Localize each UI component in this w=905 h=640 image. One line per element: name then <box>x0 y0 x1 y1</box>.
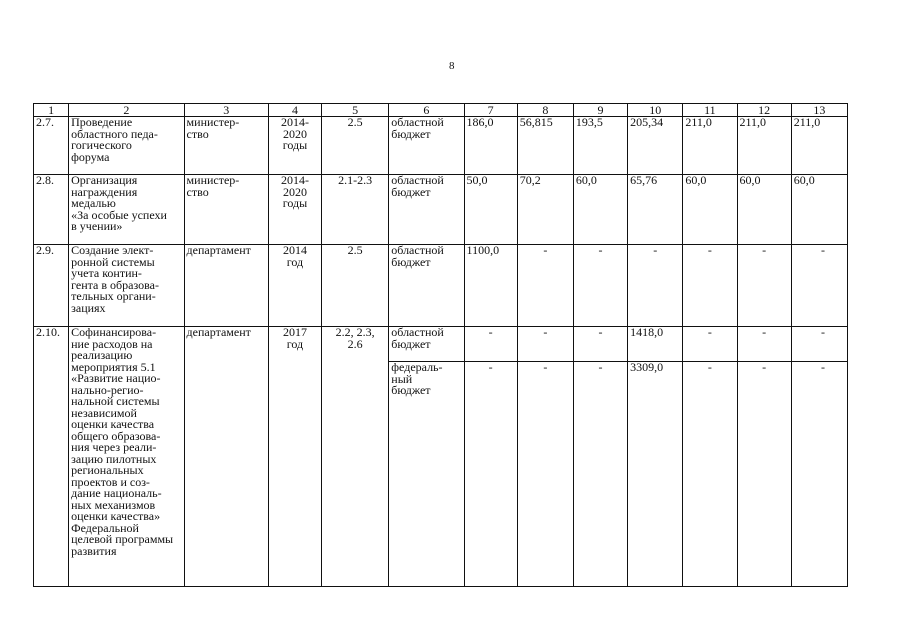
value-cell: - <box>464 362 517 587</box>
value-cell: - <box>517 362 573 587</box>
value-cell: - <box>791 245 847 327</box>
table-row <box>34 117 848 175</box>
value-cell: 1418,0 <box>628 327 683 362</box>
value-cell: 211,0 <box>737 117 791 175</box>
header-cell: 8 <box>517 104 573 117</box>
executor: министер- ство <box>184 175 268 245</box>
value-cell: 60,0 <box>737 175 791 245</box>
value-cell: - <box>791 327 847 362</box>
header-cell: 4 <box>268 104 321 117</box>
period: 2014 год <box>268 245 321 327</box>
activity-name: Создание элект- ронной системы учета контин- гента в образова- тельных органи- зациях <box>69 245 184 327</box>
value-cell: - <box>517 245 573 327</box>
header-cell: 3 <box>184 104 268 117</box>
header-cell: 11 <box>683 104 737 117</box>
header-cell: 7 <box>464 104 517 117</box>
activity-name: Проведение областного педа- гогического форума <box>69 117 184 175</box>
activity-name: Софинансирова- ние расходов на реализацию мероприятия 5.1 «Развитие нацио- нально-регио- нальной системы независимой оценки качества общего образова- ния через реали- зацию пилотных региональных проектов и соз- дание националь- ных механизмов оценки качества» Федеральной целевой программы развития <box>69 327 184 587</box>
value-cell: 211,0 <box>683 117 737 175</box>
value-cell: 50,0 <box>464 175 517 245</box>
header-cell: 2 <box>69 104 184 117</box>
value-cell: 205,34 <box>628 117 683 175</box>
row-number: 2.9. <box>34 245 69 327</box>
header-cell: 6 <box>389 104 464 117</box>
value-cell: 211,0 <box>791 117 847 175</box>
executor: департамент <box>184 327 268 587</box>
header-row <box>34 104 848 117</box>
value-cell: - <box>573 327 627 362</box>
value-cell: - <box>573 245 627 327</box>
budget-table <box>33 103 848 587</box>
table-row <box>34 245 848 327</box>
indicator: 2.2, 2.3, 2.6 <box>322 327 389 587</box>
header-cell: 10 <box>628 104 683 117</box>
value-cell: 186,0 <box>464 117 517 175</box>
value-cell: - <box>628 245 683 327</box>
indicator: 2.5 <box>322 117 389 175</box>
header-cell: 9 <box>573 104 627 117</box>
value-cell: 65,76 <box>628 175 683 245</box>
executor: департамент <box>184 245 268 327</box>
row-number: 2.10. <box>34 327 69 587</box>
value-cell: 70,2 <box>517 175 573 245</box>
header-cell: 13 <box>791 104 847 117</box>
value-cell: - <box>573 362 627 587</box>
value-cell: - <box>737 362 791 587</box>
funding-source: областной бюджет <box>389 175 464 245</box>
funding-source: областной бюджет <box>389 117 464 175</box>
funding-source: федераль- ный бюджет <box>389 362 464 587</box>
period: 2014- 2020 годы <box>268 175 321 245</box>
value-cell: 60,0 <box>791 175 847 245</box>
value-cell: 1100,0 <box>464 245 517 327</box>
row-number: 2.7. <box>34 117 69 175</box>
value-cell: - <box>683 245 737 327</box>
value-cell: - <box>683 327 737 362</box>
value-cell: - <box>517 327 573 362</box>
value-cell: 60,0 <box>573 175 627 245</box>
executor: министер- ство <box>184 117 268 175</box>
period: 2014- 2020 годы <box>268 117 321 175</box>
value-cell: - <box>737 327 791 362</box>
value-cell: 3309,0 <box>628 362 683 587</box>
value-cell: - <box>737 245 791 327</box>
row-number: 2.8. <box>34 175 69 245</box>
header-cell: 12 <box>737 104 791 117</box>
value-cell: 56,815 <box>517 117 573 175</box>
page-number: 8 <box>449 60 455 72</box>
indicator: 2.1-2.3 <box>322 175 389 245</box>
table-row <box>34 175 848 245</box>
header-cell: 1 <box>34 104 69 117</box>
value-cell: - <box>464 327 517 362</box>
funding-source: областной бюджет <box>389 245 464 327</box>
value-cell: - <box>683 362 737 587</box>
header-cell: 5 <box>322 104 389 117</box>
funding-source: областной бюджет <box>389 327 464 362</box>
period: 2017 год <box>268 327 321 587</box>
activity-name: Организация награждения медалью «За особые успехи в учении» <box>69 175 184 245</box>
table-row <box>34 327 848 362</box>
value-cell: 193,5 <box>573 117 627 175</box>
value-cell: 60,0 <box>683 175 737 245</box>
indicator: 2.5 <box>322 245 389 327</box>
value-cell: - <box>791 362 847 587</box>
